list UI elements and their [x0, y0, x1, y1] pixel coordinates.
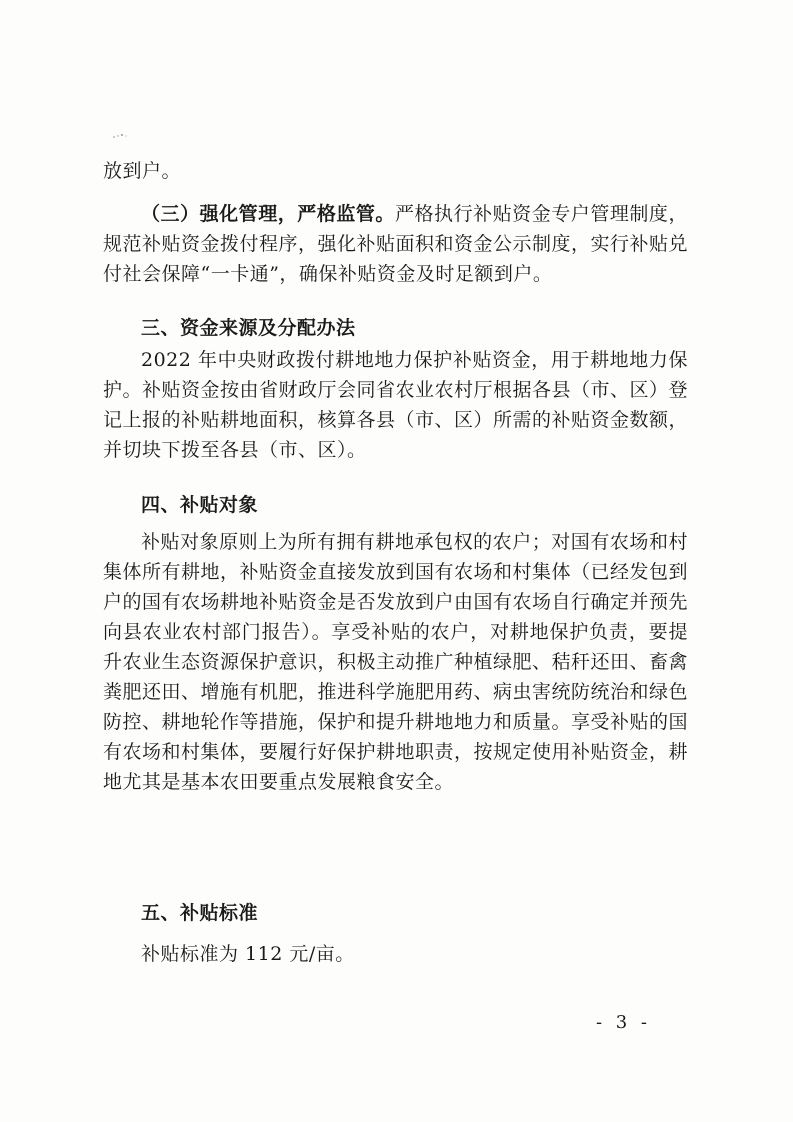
paragraph-text: 严格执行补贴资金专户管理制度，规范补贴资金拨付程序，强化补贴面积和资金公示制度，实行补贴兑付社会保障“一卡通”，确保补贴资金及时足额到户。: [103, 203, 689, 285]
paragraph-funding: 2022 年中央财政拨付耕地地力保护补贴资金，用于耕地地力保护。补贴资金按由省财政厅会同省农业农村厅根据各县（市、区）登记上报的补贴耕地面积，核算各县（市、区）所需的补贴资金数额，并切块下拨至各县（市、区）。: [103, 349, 689, 461]
section-heading-recipients: 四、补贴对象: [141, 494, 259, 516]
paragraph-text: 放到户。: [103, 160, 182, 182]
paragraph-recipients: 补贴对象原则上为所有拥有耕地承包权的农户；对国有农场和村集体所有耕地，补贴资金直接发放到国有农场和村集体（已经发包到户的国有农场耕地补贴资金是否发放到户由国有农场自行确定并预先向县农业农村部门报告）。享受补贴的农户，对耕地保护负责，要提升农业生态资源保护意识，积极主动推广种植绿肥、秸秆还田、畜禽粪肥还田、增施有机肥，推进科学施肥用药、病虫害统防统治和绿色防控、耕地轮作等措施，保护和提升耕地地力和质量。享受补贴的国有农场和村集体，要履行好保护耕地职责，按规定使用补贴资金，耕地尤其是基本农田要重点发展粮食安全。: [103, 531, 689, 793]
paragraph-standard: 补贴标准为 112 元/亩。: [141, 943, 355, 965]
section-heading-standard: 五、补贴标准: [141, 902, 259, 924]
paragraph-management: [103, 199, 688, 289]
page-number: - 3 -: [595, 1012, 651, 1033]
scan-speck-marks: [112, 133, 132, 139]
paragraph-lead-heading: （三）强化管理，严格监管。: [141, 203, 395, 225]
paragraph-continuation: [103, 156, 688, 186]
section-heading-funding: 三、资金来源及分配办法: [141, 317, 356, 339]
